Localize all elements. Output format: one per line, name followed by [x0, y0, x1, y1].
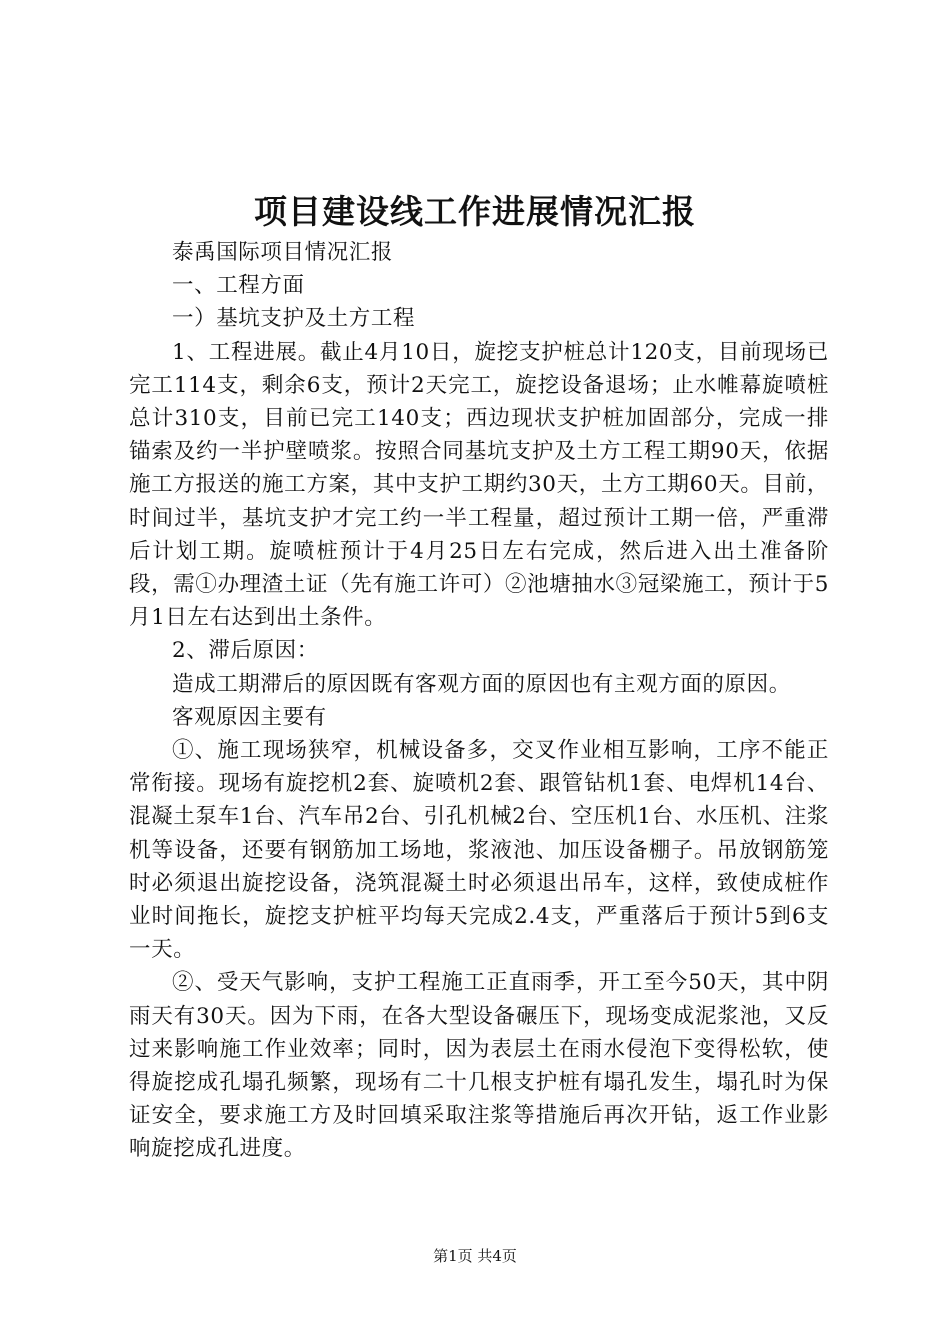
- document-title: 项目建设线工作进展情况汇报: [254, 192, 696, 231]
- document-body: [129, 236, 829, 1166]
- paragraph-delay-causes-intro: 造成工期滞后的原因既有客观方面的原因也有主观方面的原因。: [172, 671, 791, 697]
- paragraph-reason-weather: ②、受天气影响，支护工程施工正直雨季，开工至今50天，其中阴雨天有30天。因为下雨，在各大型设备碾压下，现场变成泥浆池，又反过来影响施工作业效率；同时，因为表层土在雨水侵泡下变得松软，使得旋挖成孔塌孔频繁，现场有二十几根支护桩有塌孔发生，塌孔时为保证安全，要求施工方及时回填采取注浆等措施后再次开钻，返工作业影响旋挖成孔进度。: [129, 970, 829, 1162]
- paragraph-delay-reasons-heading: 2、滞后原因：: [172, 638, 319, 664]
- page-number: 第1页 共4页: [433, 1247, 517, 1265]
- paragraph-subsection-foundation: 一）基坑支护及土方工程: [172, 306, 416, 332]
- paragraph-reason-site-narrow: ①、施工现场狭窄，机械设备多，交叉作业相互影响，工序不能正常衔接。现场有旋挖机2套、旋喷机2套、跟管钻机1套、电焊机14台、混凝土泵车1台、汽车吊2台、引孔机械2台、空压机1台、水压机、注浆机等设备，还要有钢筋加工场地，浆液池、加压设备棚子。吊放钢筋笼时必须退出旋挖设备，浇筑混凝土时必须退出吊车，这样，致使成桩作业时间拖长，旋挖支护桩平均每天完成2.4支，严重落后于预计5到6支一天。: [129, 738, 829, 963]
- paragraph-objective-reasons-heading: 客观原因主要有: [172, 704, 327, 730]
- paragraph-section-engineering: 一、工程方面: [172, 273, 305, 299]
- paragraph-progress: 1、工程进展。截止4月10日，旋挖支护桩总计120支，目前现场已完工114支，剩余6支，预计2天完工，旋挖设备退场；止水帷幕旋喷桩总计310支，目前已完工140支；西边现状支护桩加固部分，完成一排锚索及约一半护壁喷浆。按照合同基坑支护及土方工程工期90天，依据施工方报送的施工方案，其中支护工期约30天，土方工期60天。目前，时间过半，基坑支护才完工约一半工程量，超过预计工期一倍，严重滞后计划工期。旋喷桩预计于4月25日左右完成，然后进入出土准备阶段，需①办理渣土证（先有施工许可）②池塘抽水③冠梁施工，预计于5月1日左右达到出土条件。: [129, 339, 829, 631]
- paragraph-project-heading: 泰禹国际项目情况汇报: [172, 240, 394, 265]
